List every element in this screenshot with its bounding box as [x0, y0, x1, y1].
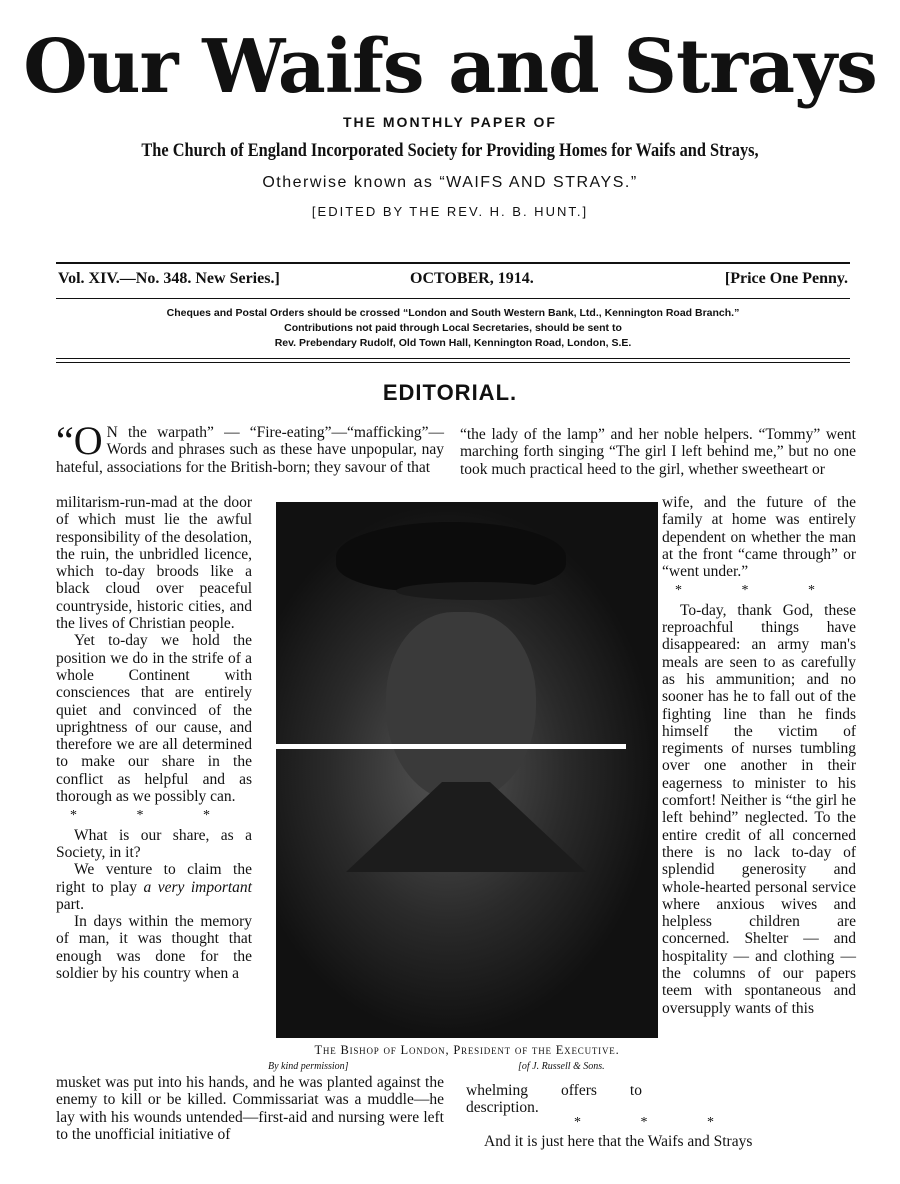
paragraph: part. — [56, 895, 84, 913]
intro-text: N the warpath” — “Fire-eating”—“mafficking”—Words and phrases such as these have unpopular, nay hateful, associations for the British-born; they savour of that — [56, 424, 444, 476]
notice-line: Cheques and Postal Orders should be crossed “London and South Western Bank, Ltd., Kennington Road Branch.” — [166, 307, 740, 319]
divider — [56, 262, 850, 264]
volume-number: Vol. XIV.—No. 348. New Series.] — [58, 270, 280, 287]
right-top-text — [460, 426, 856, 478]
subtitle: THE MONTHLY PAPER OF — [343, 114, 557, 130]
left-column — [56, 494, 252, 982]
divider — [56, 358, 850, 359]
photo-cap-brim — [396, 582, 556, 600]
bishop-photograph — [276, 502, 658, 1038]
divider — [56, 362, 850, 363]
notice-line: Rev. Prebendary Rudolf, Old Town Hall, Kennington Road, London, S.E. — [274, 337, 632, 349]
caption-text: The Bishop of London, President of the Executive. — [314, 1043, 620, 1057]
paragraph: whelming offers to description. — [466, 1082, 642, 1117]
section-stars: * * * — [70, 808, 238, 824]
section-stars: * * * — [574, 1115, 742, 1130]
payment-notice — [56, 306, 850, 351]
otherwise-known: Otherwise known as “WAIFS AND STRAYS.” — [262, 174, 638, 191]
society-name: The Church of England Incorporated Society for Providing Homes for Waifs and Strays, — [141, 140, 759, 161]
credit-left: By kind permission] — [268, 1061, 349, 1072]
drop-cap: “O — [56, 418, 103, 463]
article-intro — [56, 418, 444, 476]
section-heading: EDITORIAL. — [382, 380, 518, 405]
price: [Price One Penny. — [724, 270, 848, 287]
editor-line: [EDITED BY THE REV. H. B. HUNT.] — [311, 204, 589, 219]
paragraph: In days within the memory of man, it was thought that enough was done for the soldier by his country when a — [56, 913, 252, 983]
paragraph: militarism-run-mad at the door of which must lie the awful responsibility of the desolation, the ruin, the unbridled licence, which to-day broods like a black cloud over peaceful countryside, historic cities, and the lives of Christian people. — [56, 494, 252, 633]
paragraph: musket was put into his hands, and he was planted against the enemy to kill or be killed. Commissariat was a muddle—he lay with his wounds untended—first-aid and nursing were left to the unofficial initiative of — [56, 1074, 444, 1143]
paragraph: wife, and the future of the family at home was entirely dependent on whether the man at the front “came through” or “went under.” — [662, 494, 856, 581]
paragraph: And it is just here that the Waifs and Strays — [484, 1133, 753, 1151]
divider — [56, 298, 850, 299]
masthead — [0, 22, 900, 219]
right-column — [662, 494, 856, 1017]
paragraph: We venture to claim the right to play — [56, 861, 252, 896]
photo-collar — [346, 782, 586, 872]
issue-date: OCTOBER, 1914. — [410, 270, 534, 287]
paragraph: To-day, thank God, these reproachful things have disappeared: an army man's meals are seen to as carefully as his ammunition; and no sooner has he to fall out of the fighting line than he finds himself the victim of regiments of nurses tumbling over one another in their eagerness to minister to his comfort! Neither is “the girl he left behind” neglected. To the entire credit of all concerned there is no lack to-day of splendid generosity and whole-hearted personal service where anxious wives and helpless children are concerned. Shelter — and hospitality — and clothing — the columns of our papers teem with spontaneous and oversupply wants of this — [662, 601, 856, 1017]
paragraph: What is our share, as a Society, in it? — [56, 826, 252, 861]
bottom-left-text — [56, 1074, 444, 1143]
credit-right: [of J. Russell & Sons. — [518, 1061, 605, 1072]
notice-line: Contributions not paid through Local Secretaries, should be sent to — [284, 322, 622, 334]
photo-face — [386, 612, 536, 802]
newspaper-title: Our Waifs and Strays — [23, 24, 877, 110]
paragraph: Yet to-day we hold the position we do in the strife of a whole Continent with consciences that are entirely quiet and convinced of the uprightness of our cause, and therefore we are all determined to make our share in the conflict as helpful and as thorough as we possibly can. — [56, 632, 252, 806]
emphasis: a very important — [143, 878, 252, 896]
paragraph: “the lady of the lamp” and her noble helpers. “Tommy” went marching forth singing “The girl I left behind me,” but no one took much practical heed to the girl, whether sweetheart or — [460, 426, 856, 478]
scan-artifact — [276, 744, 626, 749]
photo-caption — [262, 1043, 672, 1072]
closing-text — [460, 1112, 856, 1151]
section-stars: * * * — [675, 583, 843, 599]
